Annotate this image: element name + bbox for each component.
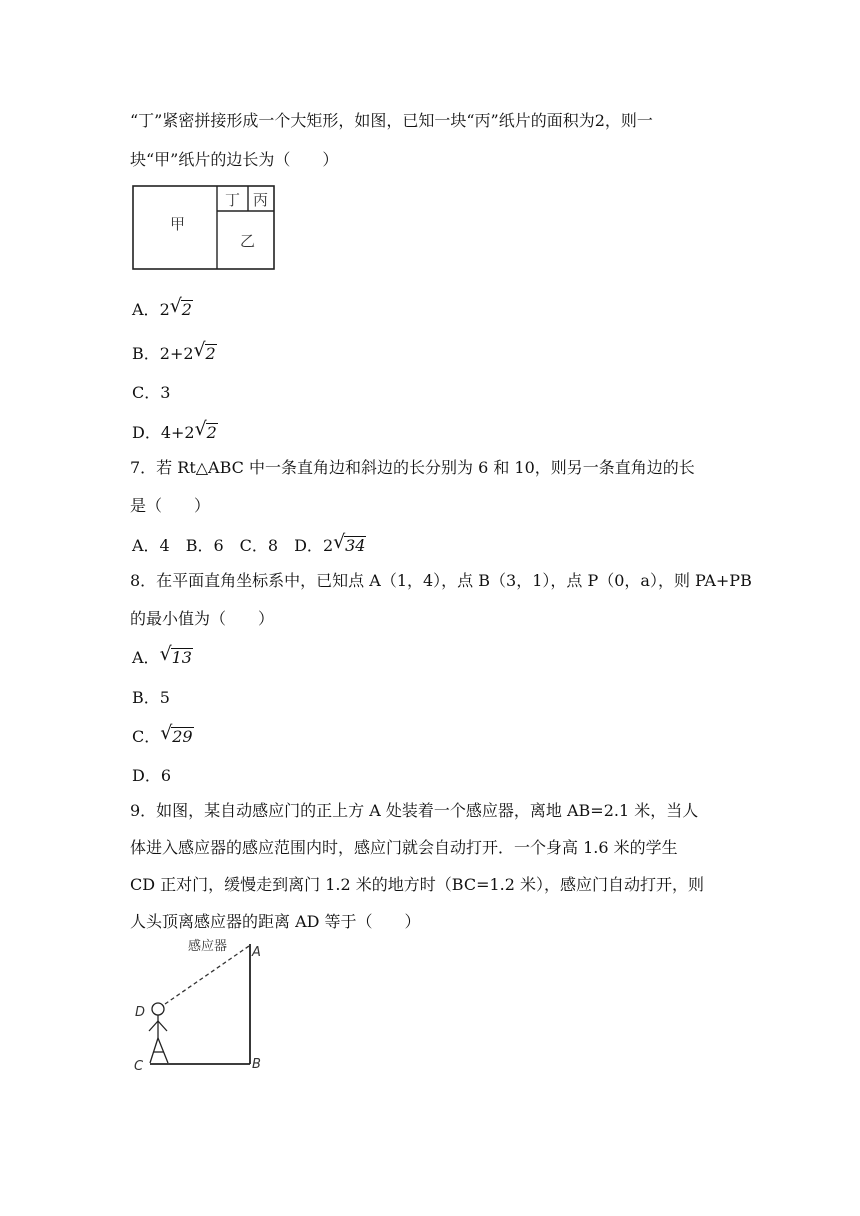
q8-text-line2: 的最小值为（ ） xyxy=(130,609,275,628)
q7-options: A．4 B．6 C．8 D．2 √ 34 xyxy=(132,531,366,555)
figure-label-sensor: 感应器 xyxy=(188,939,228,954)
q8-text-line1: 8．在平面直角坐标系中，已知点 A（1，4），点 B（3，1），点 P（0，a），则 PA+PB xyxy=(130,571,752,590)
q9-text-line3: CD 正对门，缓慢走到离门 1.2 米的地方时（BC=1.2 米），感应门自动打开，则 xyxy=(130,875,705,894)
q8-option-b: B．5 xyxy=(132,688,170,707)
q9-sensor-door-figure xyxy=(128,932,278,1077)
q6-text-line1: “丁”紧密拼接形成一个大矩形，如图，已知一块“丙”纸片的面积为2，则一 xyxy=(130,111,653,130)
figure-label-c: C xyxy=(134,1059,144,1074)
figure-label-yi: 乙 xyxy=(240,232,256,250)
figure-label-ding: 丁 xyxy=(225,191,241,209)
q7-text-line2: 是（ ） xyxy=(130,496,211,515)
figure-label-d: D xyxy=(135,1005,146,1020)
q6-option-c: C．3 xyxy=(132,383,171,402)
q8-option-d: D．6 xyxy=(132,766,172,785)
q9-text-line4: 人头顶离感应器的距离 AD 等于（ ） xyxy=(130,912,421,931)
q6-option-b: B．2+2 √ 2 xyxy=(132,339,216,363)
q6-option-d: D．4+2 √ 2 xyxy=(132,418,217,442)
figure-label-jia: 甲 xyxy=(170,215,186,233)
figure-label-bing: 丙 xyxy=(253,191,269,209)
q6-option-a: A．2 √ 2 xyxy=(132,295,192,319)
q8-option-a: A． √ 13 xyxy=(132,643,192,667)
q8-option-c: C． √ 29 xyxy=(132,722,193,746)
figure-label-b: B xyxy=(252,1057,261,1072)
figure-label-a: A xyxy=(252,945,261,960)
q9-text-line1: 9．如图，某自动感应门的正上方 A 处装着一个感应器，离地 AB=2.1 米，当人 xyxy=(130,801,699,820)
q6-rectangle-figure xyxy=(130,183,278,273)
q6-text-line2: 块“甲”纸片的边长为（ ） xyxy=(130,150,339,169)
q7-text-line1: 7．若 Rt△ABC 中一条直角边和斜边的长分别为 6 和 10，则另一条直角边的长 xyxy=(130,458,695,477)
q9-text-line2: 体进入感应器的感应范围内时，感应门就会自动打开．一个身高 1.6 米的学生 xyxy=(130,838,678,857)
